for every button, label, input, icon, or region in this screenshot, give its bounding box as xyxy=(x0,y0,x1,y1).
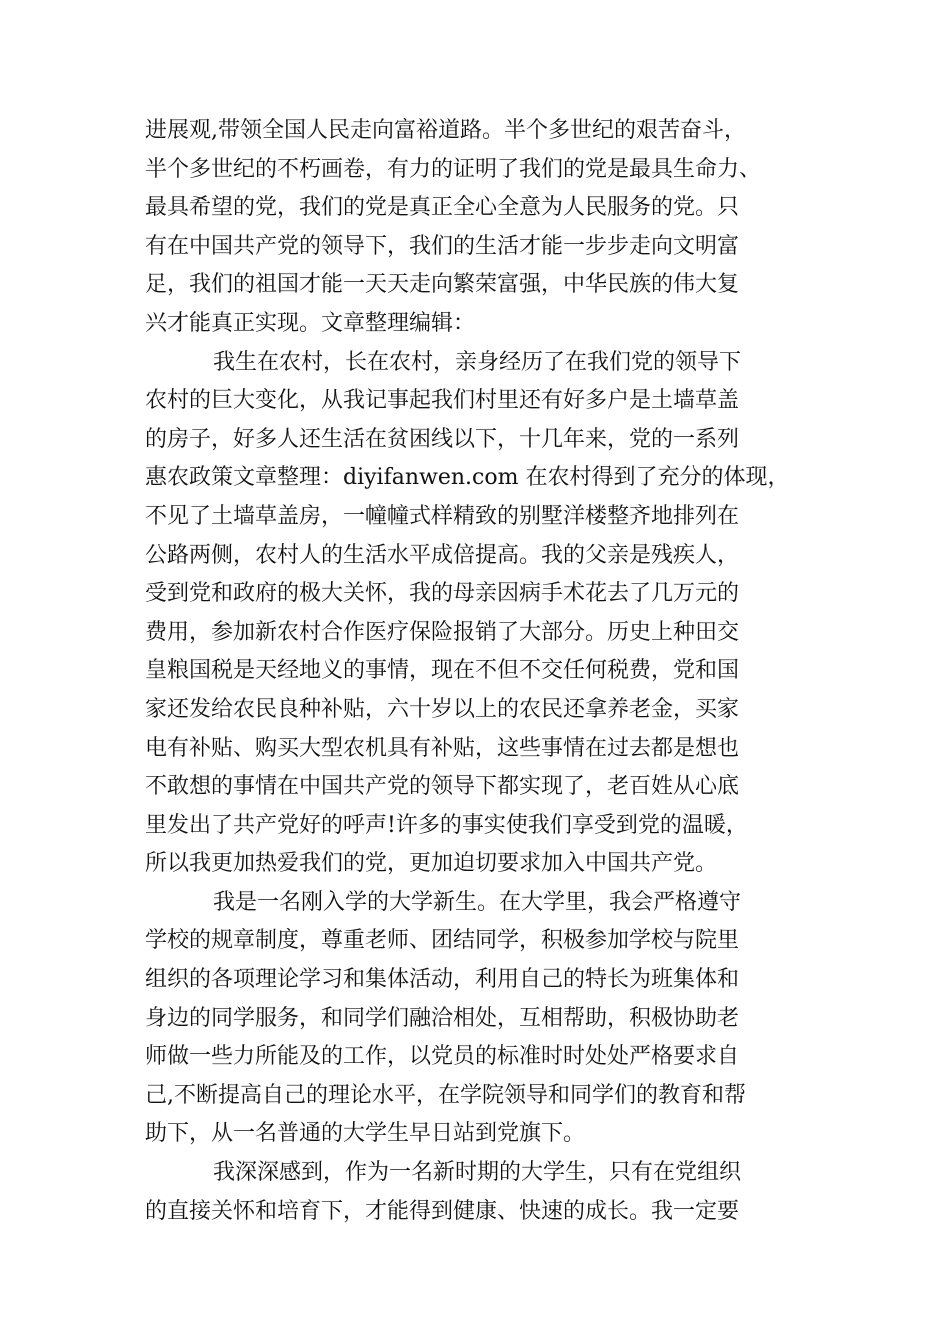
text-line: 兴才能真正实现。文章整理编辑： xyxy=(145,310,476,336)
text-line: 费用，参加新农村合作医疗保险报销了大部分。历史上种田交 xyxy=(145,619,740,645)
text-line: 不敢想的事情在中国共产党的领导下都实现了，老百姓从心底 xyxy=(145,774,740,800)
text-line: 里发出了共产党好的呼声!许多的事实使我们享受到党的温暖， xyxy=(145,812,748,838)
text-line: 学校的规章制度，尊重老师、团结同学，积极参加学校与院里 xyxy=(145,928,740,954)
text-line: 我是一名刚入学的大学新生。在大学里，我会严格遵守 xyxy=(213,889,742,915)
text-line: 电有补贴、购买大型农机具有补贴，这些事情在过去都是想也 xyxy=(145,735,740,761)
text-line: 足，我们的祖国才能一天天走向繁荣富强，中华民族的伟大复 xyxy=(145,272,740,298)
document-body xyxy=(145,112,810,1231)
text-line: 进展观,带领全国人民走向富裕道路。半个多世纪的艰苦奋斗， xyxy=(145,118,746,143)
text-line: 己,不断提高自己的理论水平，在学院领导和同学们的教育和帮 xyxy=(145,1082,746,1108)
text-line: 受到党和政府的极大关怀，我的母亲因病手术花去了几万元的 xyxy=(145,581,740,607)
text-line: 身边的同学服务，和同学们融洽相处，互相帮助，积极协助老 xyxy=(145,1005,740,1031)
text-line: 公路两侧，农村人的生活水平成倍提高。我的父亲是残疾人， xyxy=(145,542,740,568)
paragraph-3 xyxy=(145,884,810,1154)
text-line: 皇粮国税是天经地义的事情，现在不但不交任何税费，党和国 xyxy=(145,658,740,684)
text-line: 最具希望的党，我们的党是真正全心全意为人民服务的党。只 xyxy=(145,195,740,221)
text-line: 不见了土墙草盖房，一幢幢式样精致的别墅洋楼整齐地排列在 xyxy=(145,503,740,529)
paragraph-2 xyxy=(145,344,810,884)
text-line: 师做一些力所能及的工作，以党员的标准时时处处严格要求自 xyxy=(145,1044,740,1070)
text-line: 所以我更加热爱我们的党，更加迫切要求加入中国共产党。 xyxy=(145,851,718,877)
text-line: 半个多世纪的不朽画卷，有力的证明了我们的党是最具生命力、 xyxy=(145,156,762,182)
text-line: 有在中国共产党的领导下，我们的生活才能一步步走向文明富 xyxy=(145,233,740,259)
text-line: 我深深感到，作为一名新时期的大学生，只有在党组织 xyxy=(213,1160,742,1186)
text-line: 我生在农村，长在农村，亲身经历了在我们党的领导下 xyxy=(213,349,742,375)
text-line: 助下，从一名普通的大学生早日站到党旗下。 xyxy=(145,1121,586,1147)
paragraph-1 xyxy=(145,112,810,344)
text-line: 的房子，好多人还生活在贫困线以下，十几年来，党的一系列 xyxy=(145,426,740,452)
text-line: 组织的各项理论学习和集体活动，利用自己的特长为班集体和 xyxy=(145,967,740,993)
text-line: 的直接关怀和培育下，才能得到健康、快速的成长。我一定要 xyxy=(145,1198,740,1224)
text-line: 惠农政策文章整理：diyifanwen.com 在农村得到了充分的体现， xyxy=(145,465,790,491)
text-line: 农村的巨大变化，从我记事起我们村里还有好多户是土墙草盖 xyxy=(145,388,740,414)
text-line: 家还发给农民良种补贴，六十岁以上的农民还拿养老金，买家 xyxy=(145,696,740,722)
paragraph-4 xyxy=(145,1154,810,1231)
